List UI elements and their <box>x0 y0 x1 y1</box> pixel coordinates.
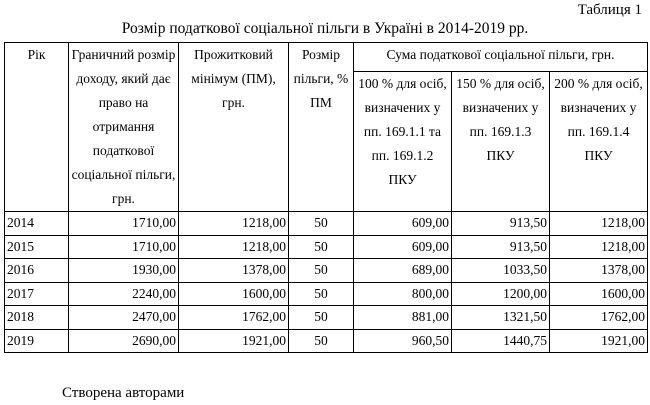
cell-sum-200: 1218,00 <box>550 212 648 236</box>
header-sum-150: 150 % для осіб, визначених у пп. 169.1.3 ПКУ <box>452 71 550 211</box>
header-sum-100: 100 % для осіб, визначених у пп. 169.1.1 та пп. 169.1.2 ПКУ <box>354 71 452 211</box>
cell-sum-200: 1921,00 <box>550 329 648 353</box>
source-note: Створена авторами <box>62 385 185 401</box>
header-row-1 <box>5 43 648 72</box>
cell-subsistence: 1218,00 <box>179 235 289 259</box>
table-label: Таблиця 1 <box>577 2 642 18</box>
header-year: Рік <box>5 43 69 212</box>
cell-sum-150: 1321,50 <box>452 306 550 330</box>
cell-benefit: 50 <box>289 306 354 330</box>
table-row <box>5 235 648 259</box>
cell-sum-100: 960,50 <box>354 329 452 353</box>
cell-income-limit: 2690,00 <box>69 329 179 353</box>
table-title: Розмір податкової соціальної пільги в Україні в 2014-2019 рр. <box>121 20 529 37</box>
header-benefit-size: Розмір пільги, % ПМ <box>289 43 354 212</box>
cell-sum-150: 1200,00 <box>452 282 550 306</box>
benefit-table <box>4 42 648 353</box>
cell-sum-200: 1600,00 <box>550 282 648 306</box>
cell-benefit: 50 <box>289 329 354 353</box>
header-sum-group: Сума податкової соціальної пільги, грн. <box>354 43 648 72</box>
cell-year: 2014 <box>5 212 69 236</box>
cell-sum-100: 609,00 <box>354 235 452 259</box>
cell-sum-200: 1378,00 <box>550 259 648 283</box>
cell-sum-100: 800,00 <box>354 282 452 306</box>
cell-benefit: 50 <box>289 259 354 283</box>
cell-sum-150: 1033,50 <box>452 259 550 283</box>
cell-year: 2015 <box>5 235 69 259</box>
cell-benefit: 50 <box>289 235 354 259</box>
cell-benefit: 50 <box>289 212 354 236</box>
cell-subsistence: 1218,00 <box>179 212 289 236</box>
cell-subsistence: 1921,00 <box>179 329 289 353</box>
cell-subsistence: 1762,00 <box>179 306 289 330</box>
cell-year: 2019 <box>5 329 69 353</box>
table-row <box>5 306 648 330</box>
cell-sum-200: 1762,00 <box>550 306 648 330</box>
cell-income-limit: 2240,00 <box>69 282 179 306</box>
cell-sum-150: 913,50 <box>452 235 550 259</box>
header-sum-200: 200 % для осіб, визначених у пп. 169.1.4 ПКУ <box>550 71 648 211</box>
cell-subsistence: 1600,00 <box>179 282 289 306</box>
table-row <box>5 282 648 306</box>
cell-sum-150: 1440,75 <box>452 329 550 353</box>
cell-income-limit: 1710,00 <box>69 235 179 259</box>
header-subsistence: Прожитковий мінімум (ПМ), грн. <box>179 43 289 212</box>
cell-year: 2016 <box>5 259 69 283</box>
cell-sum-100: 689,00 <box>354 259 452 283</box>
cell-sum-150: 913,50 <box>452 212 550 236</box>
cell-year: 2018 <box>5 306 69 330</box>
table-row <box>5 212 648 236</box>
cell-income-limit: 1930,00 <box>69 259 179 283</box>
cell-income-limit: 1710,00 <box>69 212 179 236</box>
header-income-limit: Граничний розмір доходу, який дає право на отримання податкової соціальної пільги, грн. <box>69 43 179 212</box>
table-row <box>5 259 648 283</box>
cell-subsistence: 1378,00 <box>179 259 289 283</box>
cell-benefit: 50 <box>289 282 354 306</box>
cell-sum-200: 1218,00 <box>550 235 648 259</box>
cell-sum-100: 609,00 <box>354 212 452 236</box>
cell-year: 2017 <box>5 282 69 306</box>
table-row <box>5 329 648 353</box>
cell-income-limit: 2470,00 <box>69 306 179 330</box>
cell-sum-100: 881,00 <box>354 306 452 330</box>
